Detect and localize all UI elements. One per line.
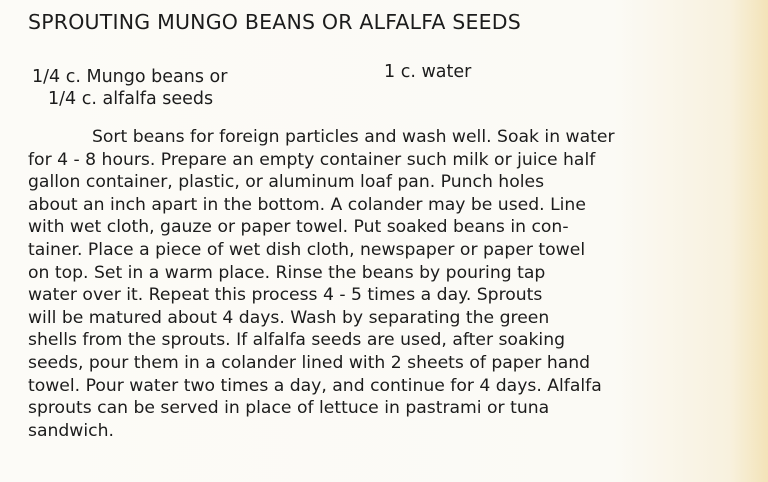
recipe-instructions xyxy=(28,126,758,442)
instruction-line: water over it. Repeat this process 4 - 5 times a day. Sprouts xyxy=(28,285,543,306)
instruction-line: Sort beans for foreign particles and wash well. Soak in water xyxy=(92,127,615,147)
instruction-line: towel. Pour water two times a day, and continue for 4 days. Alfalfa xyxy=(28,375,602,396)
instruction-line: sandwich. xyxy=(28,420,114,441)
instruction-line: gallon container, plastic, or aluminum loaf pan. Punch holes xyxy=(28,172,545,193)
instruction-line: tainer. Place a piece of wet dish cloth, newspaper or paper towel xyxy=(28,239,586,260)
instruction-line: seeds, pour them in a colander lined with 2 sheets of paper hand xyxy=(28,352,591,373)
instruction-line: shells from the sprouts. If alfalfa seeds are used, after soaking xyxy=(28,330,566,351)
ingredient-mungo-beans: 1/4 c. Mungo beans or xyxy=(32,67,228,87)
ingredient-water: 1 c. water xyxy=(384,62,472,82)
instruction-line: with wet cloth, gauze or paper towel. Put soaked beans in con- xyxy=(28,217,569,238)
instruction-line: sprouts can be served in place of lettuce in pastrami or tuna xyxy=(28,398,550,419)
instruction-line: for 4 - 8 hours. Prepare an empty container such milk or juice half xyxy=(28,149,596,170)
recipe-title: SPROUTING MUNGO BEANS OR ALFALFA SEEDS xyxy=(28,10,521,34)
ingredient-alfalfa-seeds: 1/4 c. alfalfa seeds xyxy=(48,89,214,109)
instruction-line: on top. Set in a warm place. Rinse the beans by pouring tap xyxy=(28,262,546,283)
ingredient-list xyxy=(32,66,227,110)
instruction-line: about an inch apart in the bottom. A colander may be used. Line xyxy=(28,194,586,215)
instruction-line: will be matured about 4 days. Wash by separating the green xyxy=(28,307,550,328)
